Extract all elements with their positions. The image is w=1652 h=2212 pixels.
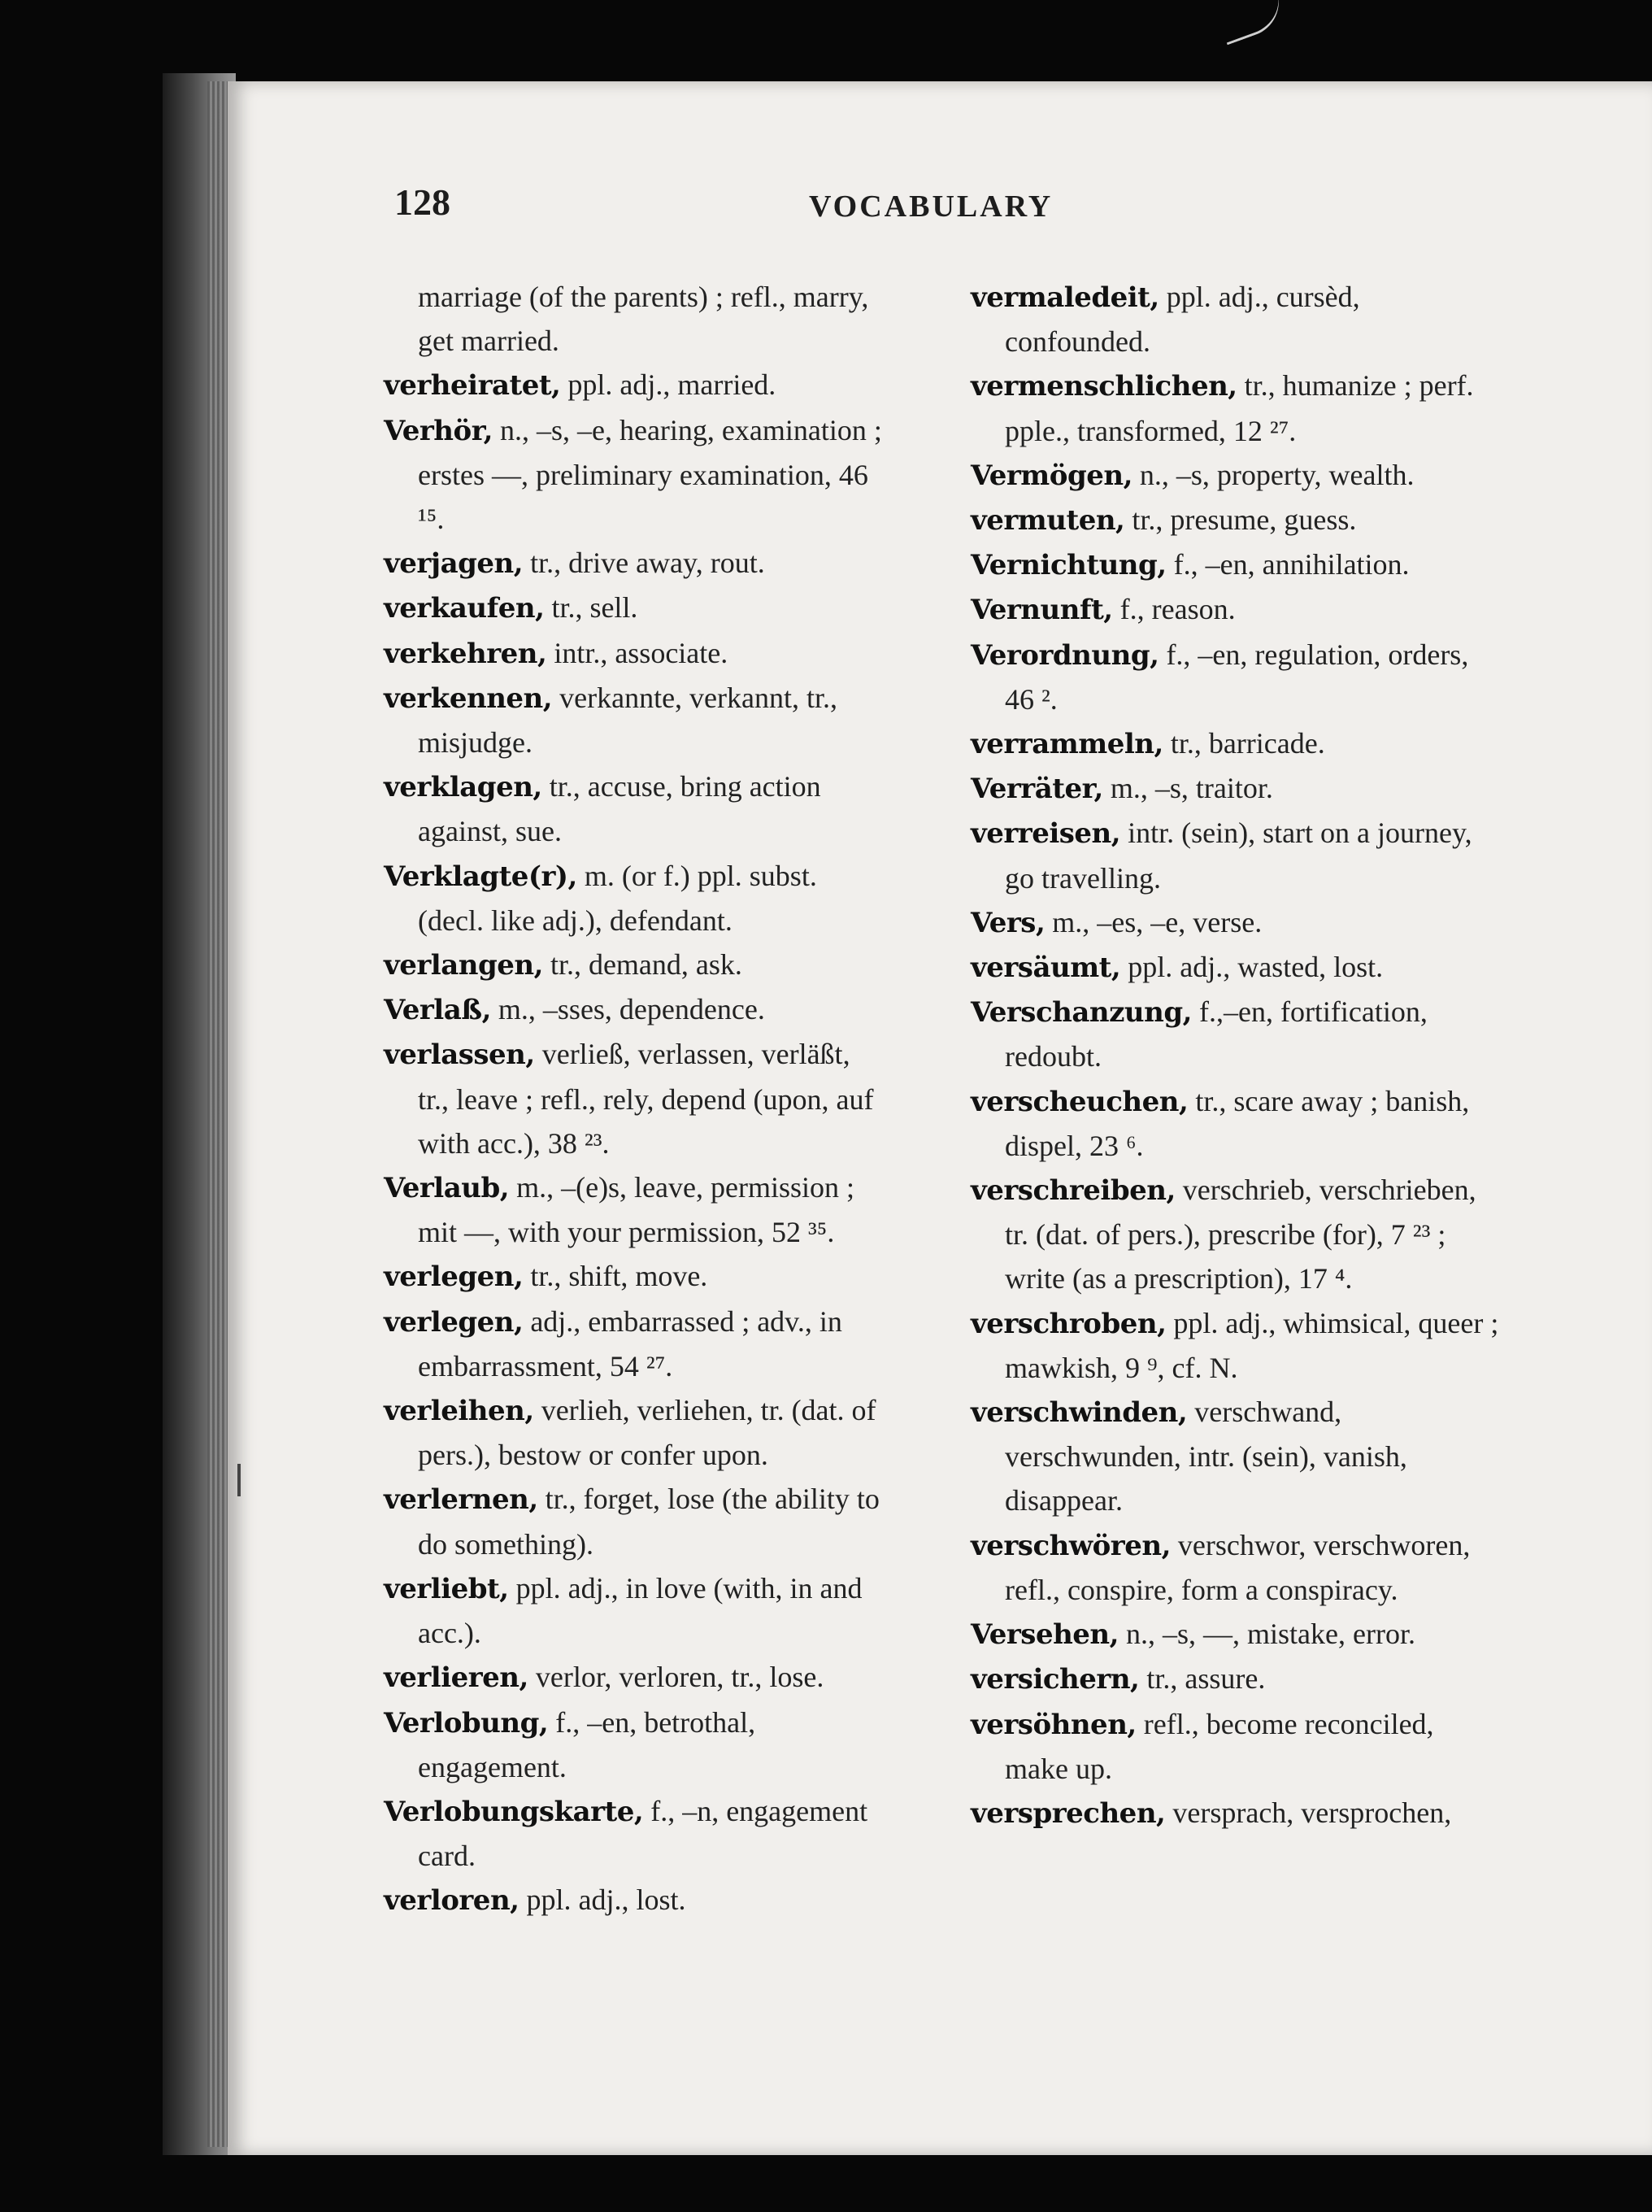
entry-headword: verscheuchen, — [971, 1085, 1189, 1118]
entry-headword: vermaledeit, — [971, 281, 1159, 314]
page-header — [394, 181, 1500, 237]
entry-definition: n., –s, property, wealth. — [1139, 458, 1415, 491]
entry-definition: f., –en, betrothal, engagement. — [418, 1705, 756, 1783]
entry-definition: verließ, verlassen, verläßt, tr., leave ; refl., rely, depend (upon, auf with acc.), 38 ²³. — [418, 1038, 874, 1160]
entry-headword: versäumt, — [971, 951, 1121, 985]
entry-headword: Verordnung, — [971, 638, 1159, 672]
vocabulary-entry — [384, 586, 888, 630]
entry-headword: verloren, — [384, 1884, 520, 1918]
entry-definition: m., –sses, dependence. — [498, 993, 765, 1026]
vocabulary-entry — [971, 1702, 1501, 1791]
entry-definition: tr., accuse, bring action against, sue. — [418, 770, 821, 848]
entry-definition: n., –s, —, mistake, error. — [1126, 1618, 1415, 1651]
vocabulary-entry — [384, 275, 888, 363]
entry-definition: tr., assure. — [1146, 1662, 1266, 1696]
entry-headword: Verschanzung, — [971, 996, 1192, 1030]
vocabulary-entry — [971, 721, 1501, 766]
entry-headword: Versehen, — [971, 1618, 1119, 1652]
vocabulary-entry — [971, 1791, 1501, 1835]
entry-definition: intr. (sein), start on a journey, go travelling. — [1005, 816, 1472, 895]
vocabulary-entry — [384, 363, 888, 407]
vocabulary-entry — [384, 541, 888, 586]
entry-definition: verschrieb, verschrieben, tr. (dat. of pers.), prescribe (for), 7 ²³ ; write (as a prescription), 17 ⁴. — [1005, 1173, 1476, 1295]
vocabulary-entry — [384, 676, 888, 764]
entry-headword: verrammeln, — [971, 728, 1163, 761]
margin-mark — [237, 1464, 241, 1496]
entry-definition: tr., barricade. — [1170, 727, 1325, 760]
vocabulary-entry — [971, 1079, 1501, 1168]
vocabulary-entry — [384, 854, 888, 943]
vocabulary-entry — [971, 811, 1501, 899]
scan-artifact — [1215, 0, 1289, 45]
entry-headword: verkehren, — [384, 637, 547, 670]
left-column — [384, 275, 888, 1923]
page-number: 128 — [394, 181, 450, 223]
vocabulary-entry — [384, 987, 888, 1032]
entry-definition: tr., drive away, rout. — [530, 546, 765, 580]
vocabulary-entry — [971, 542, 1501, 587]
entry-headword: vermuten, — [971, 504, 1125, 538]
entry-definition: verschwor, verschworen, refl., conspire, form a conspiracy. — [1005, 1528, 1471, 1606]
entry-definition: m., –(e)s, leave, permission ; mit —, with your permission, 52 ³⁵. — [418, 1171, 854, 1249]
entry-definition: ppl. adj., cursèd, confounded. — [1005, 281, 1360, 359]
entry-headword: verjagen, — [384, 547, 524, 581]
vocabulary-entry — [384, 1477, 888, 1565]
entry-headword: verlegen, — [384, 1261, 524, 1294]
entry-headword: Verklagte(r), — [384, 860, 577, 893]
entry-headword: Verlobungskarte, — [384, 1795, 644, 1828]
vocabulary-entry — [384, 631, 888, 676]
vocabulary-entry — [384, 764, 888, 853]
vocabulary-entry — [971, 1612, 1501, 1657]
vocabulary-entry — [384, 1700, 888, 1789]
entry-headword: verkaufen, — [384, 592, 545, 625]
vocabulary-entry — [971, 1301, 1501, 1390]
entry-headword: verlernen, — [384, 1483, 538, 1517]
entry-headword: Vers, — [971, 906, 1046, 939]
entry-definition: tr., demand, ask. — [550, 948, 742, 982]
vocabulary-entry — [971, 766, 1501, 811]
entry-definition: ppl. adj., married. — [567, 368, 776, 402]
entry-headword: verkennen, — [384, 681, 553, 715]
vocabulary-entry — [971, 1657, 1501, 1701]
entry-definition: tr., forget, lose (the ability to do something). — [418, 1483, 880, 1561]
entry-definition: tr., shift, move. — [530, 1260, 708, 1293]
vocabulary-entry — [384, 1388, 888, 1477]
vocabulary-entry — [971, 275, 1501, 364]
vocabulary-entry — [971, 1523, 1501, 1612]
entry-definition: tr., humanize ; perf. pple., transformed, 12 ²⁷. — [1005, 369, 1474, 447]
entry-definition: ppl. adj., wasted, lost. — [1128, 951, 1384, 984]
entry-definition: n., –s, –e, hearing, examination ; erstes —, preliminary examination, 46 ¹⁵. — [418, 413, 882, 536]
entry-headword: versichern, — [971, 1663, 1140, 1696]
entry-headword: verklagen, — [384, 771, 542, 804]
entry-headword: Verhör, — [384, 414, 493, 447]
entry-headword: Vernunft, — [971, 594, 1113, 627]
entry-definition: ppl. adj., in love (with, in and acc.). — [418, 1571, 863, 1650]
entry-definition: verlor, verloren, tr., lose. — [535, 1661, 824, 1694]
entry-definition: intr., associate. — [554, 636, 728, 669]
entry-headword: verschroben, — [971, 1307, 1167, 1340]
entry-headword: Vernichtung, — [971, 549, 1167, 582]
entry-definition: m., –es, –e, verse. — [1052, 905, 1263, 938]
entry-headword: verlassen, — [384, 1039, 535, 1072]
entry-headword: Verlobung, — [384, 1706, 549, 1740]
vocabulary-entry — [384, 1300, 888, 1388]
vocabulary-entry — [971, 364, 1501, 452]
vocabulary-entry — [384, 1655, 888, 1700]
entry-headword: verlieren, — [384, 1661, 528, 1695]
vocabulary-entry — [384, 1254, 888, 1299]
entry-definition: f., –en, annihilation. — [1173, 548, 1410, 581]
vocabulary-entry — [971, 1390, 1501, 1523]
entry-definition: verschwand, verschwunden, intr. (sein), vanish, disappear. — [1005, 1396, 1407, 1517]
vocabulary-entry — [971, 498, 1501, 542]
vocabulary-entry — [384, 408, 888, 542]
entry-definition: ppl. adj., lost. — [526, 1883, 686, 1917]
entry-headword: Verlaß, — [384, 994, 491, 1027]
entry-headword: Vermögen, — [971, 459, 1132, 492]
vocabulary-entry — [971, 633, 1501, 721]
entry-headword: versöhnen, — [971, 1708, 1137, 1741]
entry-definition: ppl. adj., whimsical, queer ; mawkish, 9 ⁹, cf. N. — [1005, 1306, 1499, 1384]
entry-headword: verlegen, — [384, 1305, 524, 1339]
vocabulary-entry — [971, 587, 1501, 632]
entry-definition: tr., presume, guess. — [1132, 503, 1357, 537]
entry-headword: Verräter, — [971, 773, 1103, 806]
entry-definition: refl., become reconciled, make up. — [1005, 1707, 1434, 1785]
entry-definition: tr., scare away ; banish, dispel, 23 ⁶. — [1005, 1084, 1470, 1162]
entry-definition: f., –en, regulation, orders, 46 ². — [1005, 638, 1469, 716]
running-head: VOCABULARY — [809, 189, 1054, 224]
vocabulary-entry — [384, 943, 888, 987]
vocabulary-entry — [384, 1878, 888, 1922]
entry-headword: verschwinden, — [971, 1396, 1188, 1430]
entry-definition: tr., sell. — [551, 591, 638, 625]
entry-definition: marriage (of the parents) ; refl., marry, get married. — [418, 281, 869, 358]
entry-headword: verreisen, — [971, 817, 1121, 851]
entry-headword: vermenschlichen, — [971, 370, 1237, 403]
entry-definition: verlieh, verliehen, tr. (dat. of pers.), bestow or confer upon. — [418, 1394, 876, 1472]
vocabulary-entry — [971, 1168, 1501, 1301]
right-column — [971, 275, 1501, 1835]
entry-headword: verleihen, — [384, 1395, 534, 1428]
vocabulary-entry — [971, 453, 1501, 498]
entry-definition: versprach, versprochen, — [1172, 1796, 1452, 1829]
vocabulary-entry — [384, 1789, 888, 1878]
entry-headword: versprechen, — [971, 1796, 1166, 1830]
vocabulary-entry — [384, 1566, 888, 1655]
entry-definition: f.,–en, fortification, redoubt. — [1005, 995, 1428, 1073]
entry-headword: Verlaub, — [384, 1172, 510, 1205]
entry-definition: adj., embarrassed ; adv., in embarrassment, 54 ²⁷. — [418, 1304, 842, 1382]
entry-definition: verkannte, verkannt, tr., misjudge. — [418, 681, 838, 760]
vocabulary-entry — [971, 990, 1501, 1078]
entry-headword: verliebt, — [384, 1572, 509, 1605]
entry-definition: m. (or f.) ppl. subst. (decl. like adj.), defendant. — [418, 859, 817, 937]
entry-headword: verschwören, — [971, 1529, 1171, 1562]
vocabulary-entry — [384, 1032, 888, 1165]
entry-definition: m., –s, traitor. — [1110, 772, 1273, 805]
entry-definition: f., –n, engagement card. — [418, 1794, 868, 1873]
entry-definition: f., reason. — [1119, 593, 1236, 626]
entry-headword: verlangen, — [384, 949, 543, 982]
entry-headword: verheiratet, — [384, 369, 561, 403]
entry-headword: verschreiben, — [971, 1174, 1176, 1208]
vocabulary-entry — [971, 945, 1501, 990]
vocabulary-entry — [971, 900, 1501, 945]
vocabulary-entry — [384, 1165, 888, 1254]
